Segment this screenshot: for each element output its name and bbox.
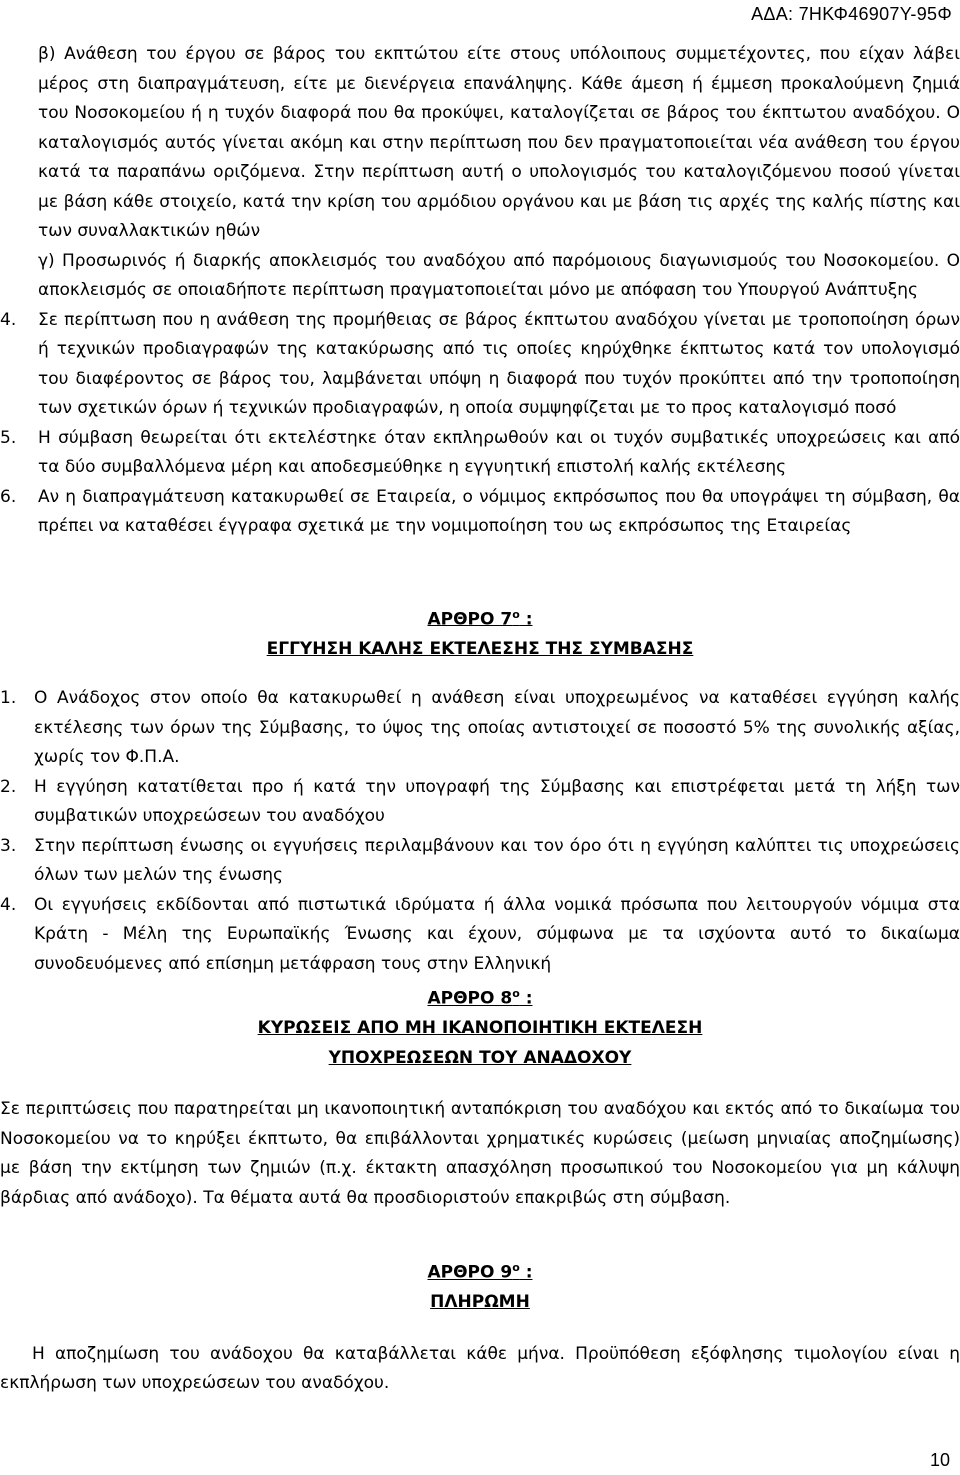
article9-subtitle: ΠΛΗΡΩΜΗ [430,1292,530,1313]
item-number: 3. [0,835,17,856]
document-body [0,40,960,1399]
article8-text: Σε περιπτώσεις που παρατηρείται μη ικανοποιητική ανταπόκριση του αναδόχου και εκτός από το δικαίωμα του Νοσοκομείου να το κηρύξει έκπτωτο, θα επιβάλλονται χρηματικές κυρώσεις (μείωση μηνιαίας αποζημίωσης) με βάση την εκτίμηση των ζημιών (π.χ. έκτακτη απασχόληση προσωπικού του Νοσοκομείου για μη κάλυψη βάρδιας από ανάδοχο). Τα θέματα αυτά θα προσδιοριστούν επακριβώς στη σύμβαση. [0,1099,960,1208]
article9-text: Η αποζημίωση του ανάδοχου θα καταβάλλεται κάθε μήνα. Προϋπόθεση εξόφλησης τιμολογίου είναι η εκπλήρωση των υποχρεώσεων του αναδόχου. [0,1343,960,1394]
list-item [0,483,960,542]
article8-subtitle-line1: ΚΥΡΩΣΕΙΣ ΑΠΟ ΜΗ ΙΚΑΝΟΠΟΙΗΤΙΚΗ ΕΚΤΕΛΕΣΗ [257,1018,703,1039]
item-text: Αν η διαπραγμάτευση κατακυρωθεί σε Εταιρεία, ο νόμιμος εκπρόσωπος που θα υπογράψει τη σύμβαση, θα πρέπει να καταθέσει έγγραφα σχετικά με την νομιμοποίηση του ως εκπρόσωπος της Εταιρείας [38,486,960,536]
article8-title: ΑΡΘΡΟ $8^o$ : [427,987,533,1009]
list-item [0,832,960,891]
item-text: Η εγγύηση κατατίθεται προ ή κατά την υπογραφή της Σύμβασης και επιστρέφεται μετά τη λήξη των συμβατικών υποχρεώσεων του αναδόχου [34,776,960,827]
item-number: 2. [0,776,17,797]
item-text: Στην περίπτωση ένωσης οι εγγυήσεις περιλαμβάνουν και τον όρο ότι η εγγύηση καλύπτει τις υποχρεώσεις όλων των μελών της ένωσης [34,835,960,886]
item-text: Σε περίπτωση που η ανάθεση της προμήθειας σε βάρος έκπτωτου αναδόχου γίνεται με τροποποίηση όρων ή τεχνικών προδιαγραφών της κατακύρωσης από τις οποίες κηρύχθηκε έκπτωτος κατά τον υπολογισμό του διαφέροντος σε βάρος του, λαμβάνεται υπόψη η διαφορά που τυχόν προκύπτει από την τροποποίηση των σχετικών όρων ή τεχνικών προδιαγραφών, η οποία συμψηφίζεται με το προς καταλογισμό ποσό [38,309,960,418]
article9-title: ΑΡΘΡΟ $9^o$ : [427,1261,533,1283]
list-item [0,773,960,832]
ada-code: ΑΔΑ: 7ΗΚΦ46907Υ-95Φ [751,4,952,24]
page-number: 10 [929,1450,950,1470]
clause-c: γ) Προσωρινός ή διαρκής αποκλεισμός του αναδόχου από παρόμοιους διαγωνισμούς του Νοσοκομείου. Ο αποκλεισμός σε οποιαδήποτε περίπτωση πραγματοποιείται μόνο με απόφαση του Υπουργού Ανάπτυξης [38,250,960,300]
item-number: 1. [0,688,17,709]
list-item [0,684,960,773]
item-number: 5. [0,427,17,448]
item-number: 4. [0,309,17,330]
item-text: Οι εγγυήσεις εκδίδονται από πιστωτικά ιδρύματα ή άλλα νομικά πρόσωπα που λειτουργούν νόμιμα στα Κράτη - Μέλη της Ευρωπαϊκής Ένωσης και έχουν, σύμφωνα με τα ισχύοντα αυτό το δικαίωμα συνοδευόμενες από επίσημη μετάφραση τους στην Ελληνική [34,894,960,974]
item-number: 4. [0,894,17,915]
list-item [0,891,960,980]
item-text: Η σύμβαση θεωρείται ότι εκτελέστηκε όταν εκπληρωθούν και οι τυχόν συμβατικές υποχρεώσεις και από τα δύο συμβαλλόμενα μέρη και αποδεσμεύθηκε η εγγυητική επιστολή καλής εκτέλεσης [38,427,960,477]
item-text: Ο Ανάδοχος στον οποίο θα κατακυρωθεί η ανάθεση είναι υποχρεωμένος να καταθέσει εγγύηση καλής εκτέλεσης των όρων της Σύμβασης, το ύψος της οποίας αντιστοιχεί σε ποσοστό 5% της συνολικής αξίας, χωρίς τον Φ.Π.Α. [34,688,960,768]
list-item [0,306,960,424]
article7-subtitle: ΕΓΓΥΗΣΗ ΚΑΛΗΣ ΕΚΤΕΛΕΣΗΣ ΤΗΣ ΣΥΜΒΑΣΗΣ [266,638,694,659]
article7-title: ΑΡΘΡΟ $7^o$ : [427,607,533,630]
article8-subtitle-line2: ΥΠΟΧΡΕΩΣΕΩΝ ΤΟΥ ΑΝΑΔΟΧΟΥ [328,1047,632,1068]
item-number: 6. [0,486,17,507]
list-item [0,424,960,483]
clause-b: β) Ανάθεση του έργου σε βάρος του εκπτώτου είτε στους υπόλοιπους συμμετέχοντες, που είχαν λάβει μέρος στη διαπραγμάτευση, είτε με διενέργεια επανάληψης. Κάθε άμεση ή έμμεση προκαλούμενη ζημιά του Νοσοκομείου ή η τυχόν διαφορά που θα προκύψει, καταλογίζεται σε βάρος του έκπτωτου αναδόχου. Ο καταλογισμός αυτός γίνεται ακόμη και στην περίπτωση που δεν πραγματοποιείται νέα ανάθεση του έργου κατά τα παραπάνω οριζόμενα. Στην περίπτωση αυτή ο υπολογισμός του καταλογιζόμενου ποσού γίνεται με βάση κάθε στοιχείο, κατά την κρίση του αρμόδιου οργάνου και με βάση τις αρχές της καλής πίστης και των συναλλακτικών ηθών [38,44,960,241]
